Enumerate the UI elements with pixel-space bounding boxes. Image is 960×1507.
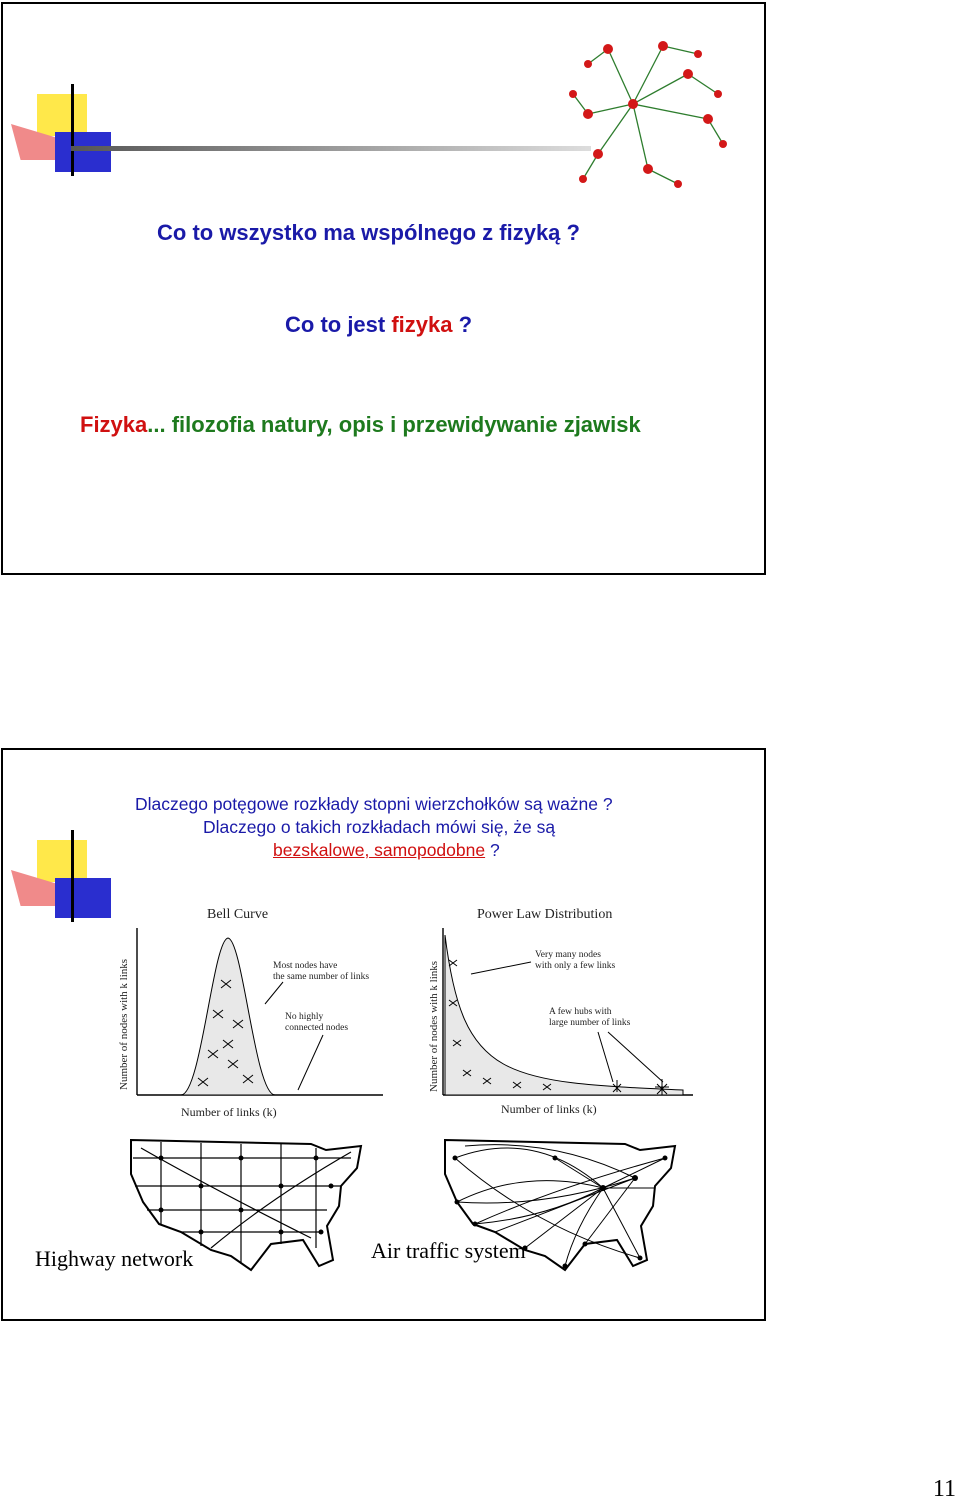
power-law-ylabel: Number of nodes with k links (428, 960, 440, 1092)
slide2-question-1: Dlaczego potęgowe rozkłady stopni wierzchołków są ważne ? (135, 794, 613, 814)
highway-network-label: Highway network (35, 1246, 194, 1271)
slide1-question: Co to wszystko ma wspólnego z fizyką ? (157, 220, 580, 245)
power-law-figure (423, 900, 703, 1125)
power-law-note-1b: with only a few links (535, 961, 616, 971)
bell-curve-figure (103, 900, 393, 1125)
slide2-question-2: Dlaczego o takich rozkładach mówi się, że są (203, 817, 556, 837)
slide1-definition-text: ... filozofia natury, opis i przewidywanie zjawisk (147, 412, 641, 437)
bell-curve-ylabel: Number of nodes with k links (118, 958, 130, 1090)
slide1-subquestion-suffix: ? (452, 312, 473, 337)
slide-2 (1, 748, 766, 1321)
bell-curve-note-1b: the same number of links (273, 972, 370, 982)
scale-free-term: bezskalowe, samopodobne (273, 840, 486, 860)
slide2-question-3-suffix: ? (485, 840, 500, 860)
slide1-definition-prefix: Fizyka (80, 412, 148, 437)
bell-curve-note-2a: No highly (285, 1012, 324, 1022)
power-law-note-1a: Very many nodes (535, 950, 601, 960)
slide1-subquestion-prefix: Co to jest (285, 312, 392, 337)
power-law-note-2b: large number of links (549, 1018, 631, 1028)
bell-curve-xlabel: Number of links (k) (181, 1105, 277, 1119)
slide2-question-3 (273, 840, 500, 861)
power-law-title: Power Law Distribution (477, 907, 613, 922)
slide1-definition (80, 412, 641, 438)
slide-1 (1, 2, 766, 575)
slide1-subquestion (285, 312, 472, 338)
power-law-xlabel: Number of links (k) (501, 1102, 597, 1116)
bell-curve-note-2b: connected nodes (285, 1023, 349, 1033)
page-number: 11 (932, 1476, 956, 1502)
slide1-subquestion-highlight: fizyka (391, 312, 453, 337)
network-graph-image (568, 34, 738, 194)
bell-curve-title: Bell Curve (207, 907, 269, 922)
bell-curve-note-1a: Most nodes have (273, 961, 338, 971)
air-traffic-label: Air traffic system (371, 1238, 526, 1263)
power-law-note-2a: A few hubs with (549, 1007, 612, 1017)
